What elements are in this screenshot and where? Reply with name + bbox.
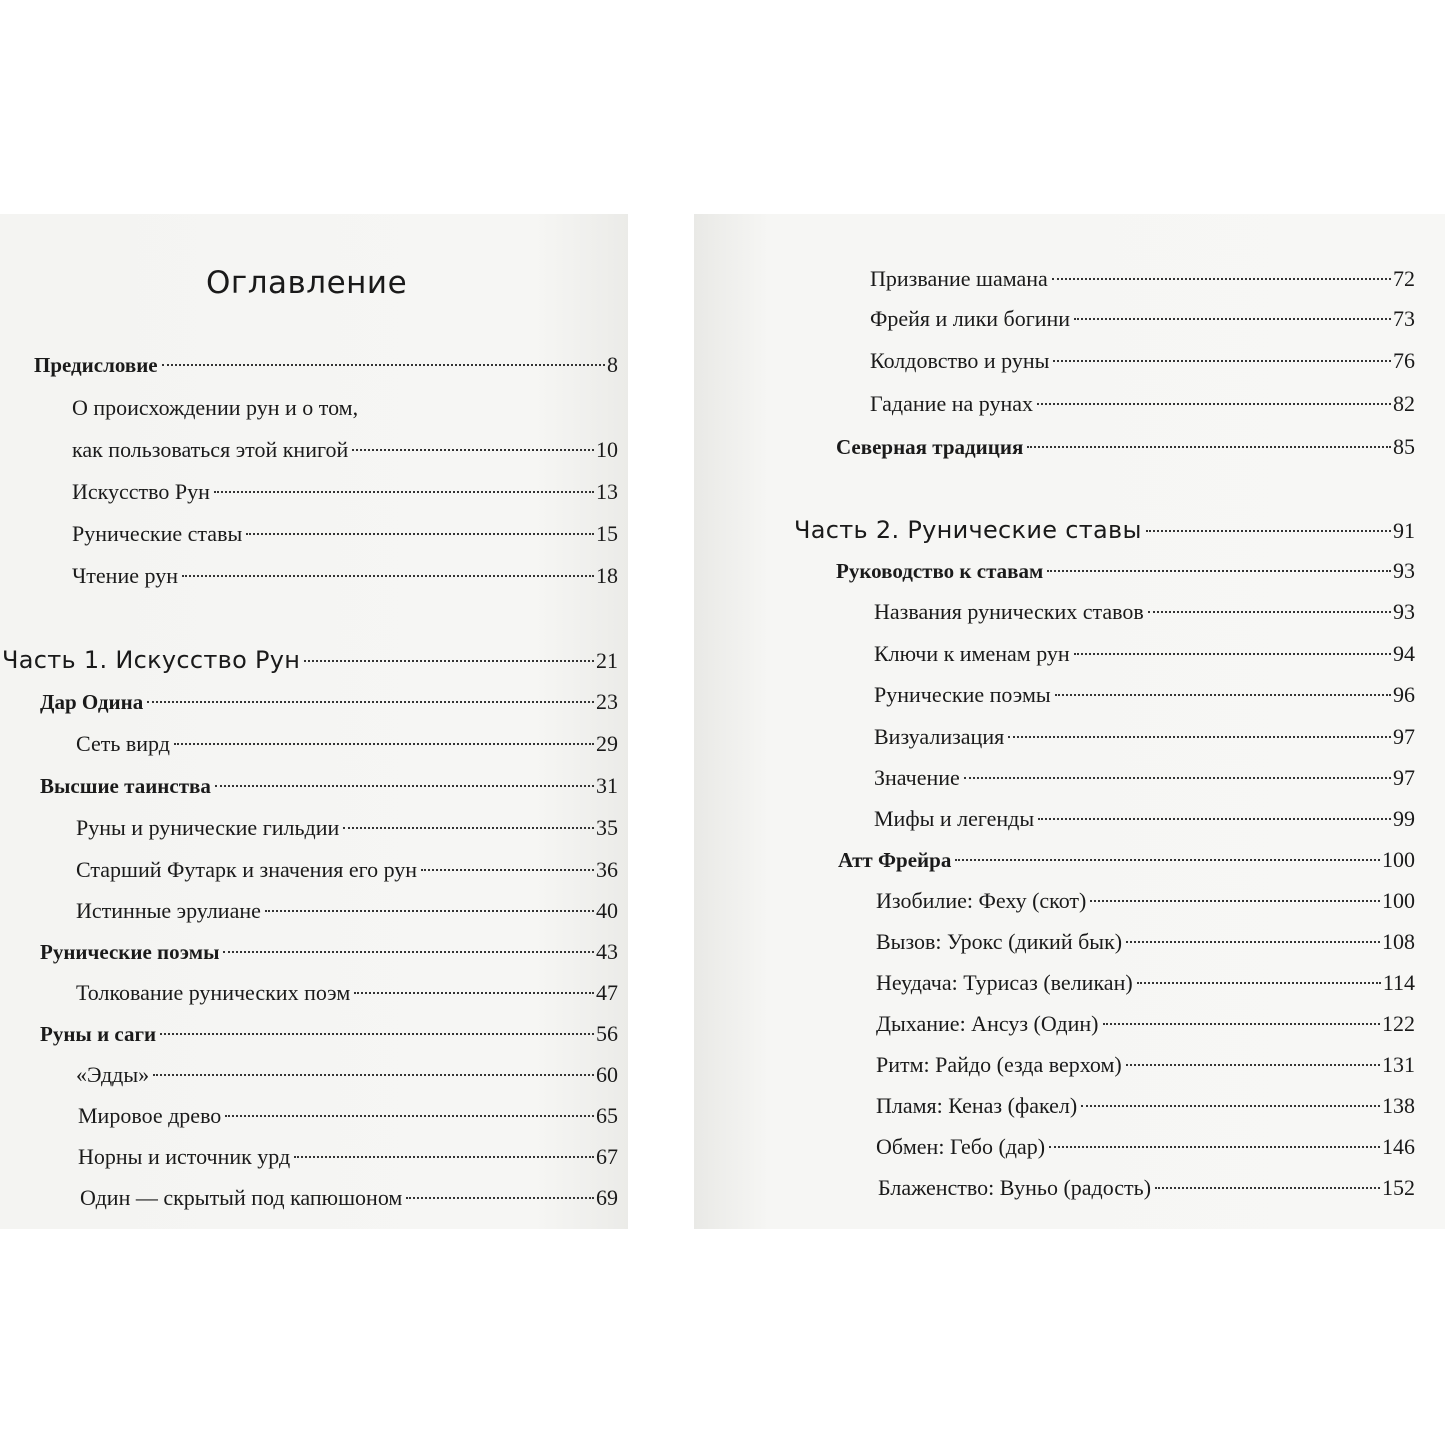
entry-page: 15	[596, 521, 618, 546]
toc-chapter	[40, 687, 618, 717]
entry-page: 94	[1393, 641, 1415, 666]
toc-entry	[78, 1101, 618, 1131]
entry-title: Истинные эрулиане	[76, 898, 261, 923]
leader-dots	[246, 533, 594, 535]
toc-part-2	[794, 515, 1415, 545]
leader-dots	[160, 1033, 594, 1035]
toc-entry	[870, 304, 1415, 334]
entry-page: 47	[596, 980, 618, 1005]
leader-dots	[147, 701, 594, 703]
entry-title: О происхождении рун и о том,	[72, 395, 359, 420]
entry-title: Рунические ставы	[72, 521, 243, 546]
toc-chapter	[838, 845, 1415, 875]
toc-entry	[870, 389, 1415, 419]
entry-title: Ключи к именам рун	[874, 641, 1070, 666]
leader-dots	[1038, 818, 1391, 820]
leader-dots	[1148, 611, 1391, 613]
entry-title: Руководство к ставам	[836, 559, 1044, 583]
toc-entry-preface	[34, 350, 618, 380]
leader-dots	[1155, 1187, 1380, 1189]
entry-page: 69	[596, 1185, 618, 1210]
leader-dots	[1137, 982, 1381, 984]
leader-dots	[1047, 570, 1391, 572]
entry-title: Часть 1. Искусство Рун	[2, 646, 301, 674]
entry-page: 152	[1382, 1175, 1415, 1200]
entry-page: 93	[1393, 599, 1415, 624]
entry-title: Руны и рунические гильдии	[76, 815, 340, 840]
entry-title: Высшие таинства	[40, 774, 211, 798]
entry-title: Чтение рун	[72, 563, 178, 588]
toc-entry	[874, 722, 1415, 752]
entry-title: Названия рунических ставов	[874, 599, 1144, 624]
entry-page: 23	[596, 689, 618, 714]
leader-dots	[955, 859, 1380, 861]
toc-entry	[76, 978, 618, 1008]
leader-dots	[1090, 900, 1380, 902]
entry-title: Пламя: Кеназ (факел)	[876, 1093, 1078, 1118]
leader-dots	[215, 785, 594, 787]
leader-dots	[1081, 1105, 1380, 1107]
entry-title: Блаженство: Вуньо (радость)	[878, 1175, 1152, 1200]
entry-title: Дыхание: Ансуз (Один)	[876, 1011, 1099, 1036]
entry-title: Мировое древо	[78, 1103, 222, 1128]
toc-entry	[876, 1091, 1415, 1121]
leader-dots	[174, 743, 594, 745]
toc-entry	[876, 1132, 1415, 1162]
toc-chapter	[40, 937, 618, 967]
entry-title: Рунические поэмы	[40, 940, 220, 964]
entry-title: Значение	[874, 765, 960, 790]
toc-entry	[72, 519, 618, 549]
leader-dots	[1037, 403, 1391, 405]
toc-chapter	[40, 1019, 618, 1049]
toc-entry	[878, 1173, 1415, 1203]
entry-page: 146	[1382, 1134, 1415, 1159]
toc-entry-origin-line1	[72, 393, 618, 423]
entry-title: «Эдды»	[76, 1062, 150, 1087]
toc-entry	[876, 927, 1415, 957]
entry-page: 65	[596, 1103, 618, 1128]
toc-entry	[72, 477, 618, 507]
entry-page: 122	[1382, 1011, 1415, 1036]
entry-page: 100	[1382, 847, 1415, 872]
toc-entry	[72, 561, 618, 591]
entry-page: 97	[1393, 724, 1415, 749]
toc-entry	[876, 1050, 1415, 1080]
entry-page: 67	[596, 1144, 618, 1169]
entry-page: 108	[1382, 929, 1415, 954]
leader-dots	[1074, 653, 1391, 655]
leader-dots	[294, 1156, 594, 1158]
leader-dots	[214, 491, 594, 493]
entry-page: 10	[596, 437, 618, 462]
entry-page: 85	[1393, 434, 1415, 459]
toc-entry	[876, 968, 1415, 998]
entry-title: Гадание на рунах	[870, 391, 1033, 416]
leader-dots	[421, 869, 594, 871]
toc-entry	[874, 680, 1415, 710]
toc-entry	[874, 763, 1415, 793]
entry-title: Один — скрытый под капюшоном	[80, 1185, 403, 1210]
entry-title: Мифы и легенды	[874, 806, 1035, 831]
entry-title: Рунические поэмы	[874, 682, 1051, 707]
entry-title: Вызов: Урокс (дикий бык)	[876, 929, 1123, 954]
entry-page: 91	[1393, 518, 1415, 543]
leader-dots	[182, 575, 594, 577]
entry-page: 18	[596, 563, 618, 588]
entry-title: Северная традиция	[836, 435, 1024, 459]
leader-dots	[162, 364, 605, 366]
leader-dots	[352, 449, 594, 451]
toc-entry	[876, 1009, 1415, 1039]
entry-title: как пользоваться этой книгой	[72, 437, 349, 462]
leader-dots	[1074, 318, 1391, 320]
leader-dots	[1146, 530, 1391, 532]
toc-chapter	[40, 771, 618, 801]
entry-page: 82	[1393, 391, 1415, 416]
entry-page: 76	[1393, 348, 1415, 373]
entry-page: 56	[596, 1021, 618, 1046]
entry-page: 99	[1393, 806, 1415, 831]
entry-page: 60	[596, 1062, 618, 1087]
toc-entry	[870, 264, 1415, 294]
leader-dots	[1027, 446, 1391, 448]
entry-title: Ритм: Райдо (езда верхом)	[876, 1052, 1122, 1077]
leader-dots	[304, 660, 594, 662]
toc-entry-origin-line2	[72, 435, 618, 465]
toc-part-1	[2, 645, 618, 675]
entry-title: Изобилие: Феху (скот)	[876, 888, 1087, 913]
entry-title: Часть 2. Рунические ставы	[794, 516, 1142, 544]
entry-title: Дар Одина	[40, 690, 144, 714]
toc-entry	[78, 1142, 618, 1172]
leader-dots	[343, 827, 594, 829]
entry-page: 21	[596, 648, 618, 673]
entry-page: 97	[1393, 765, 1415, 790]
entry-page: 138	[1382, 1093, 1415, 1118]
entry-title: Сеть вирд	[76, 731, 170, 756]
toc-entry	[76, 855, 618, 885]
entry-title: Норны и источник урд	[78, 1144, 291, 1169]
toc-entry	[876, 886, 1415, 916]
leader-dots	[1103, 1023, 1380, 1025]
entry-title: Призвание шамана	[870, 266, 1048, 291]
entry-title: Толкование рунических поэм	[76, 980, 351, 1005]
toc-entry	[874, 597, 1415, 627]
leader-dots	[1053, 360, 1391, 362]
leader-dots	[1008, 736, 1391, 738]
entry-page: 35	[596, 815, 618, 840]
entry-page: 114	[1382, 970, 1415, 995]
toc-entry	[870, 346, 1415, 376]
toc-entry	[76, 729, 618, 759]
entry-title: Визуализация	[874, 724, 1005, 749]
entry-page: 72	[1393, 266, 1415, 291]
entry-page: 8	[607, 352, 618, 377]
leader-dots	[265, 910, 594, 912]
entry-title: Старший Футарк и значения его рун	[76, 857, 418, 882]
leader-dots	[223, 951, 594, 953]
leader-dots	[1126, 1064, 1380, 1066]
entry-title: Фрейя и лики богини	[870, 306, 1071, 331]
entry-page: 100	[1382, 888, 1415, 913]
toc-entry	[76, 1060, 618, 1090]
entry-page: 93	[1393, 558, 1415, 583]
leader-dots	[964, 777, 1391, 779]
leader-dots	[153, 1074, 594, 1076]
leader-dots	[1052, 278, 1391, 280]
toc-entry	[874, 804, 1415, 834]
entry-page: 13	[596, 479, 618, 504]
entry-title: Руны и саги	[40, 1022, 157, 1046]
toc-entry	[80, 1183, 618, 1213]
toc-title: Оглавление	[206, 265, 408, 301]
entry-page: 131	[1382, 1052, 1415, 1077]
entry-page: 29	[596, 731, 618, 756]
toc-entry	[874, 639, 1415, 669]
entry-title: Колдовство и руны	[870, 348, 1050, 373]
toc-chapter	[836, 556, 1415, 586]
entry-title: Искусство Рун	[72, 479, 210, 504]
leader-dots	[225, 1115, 594, 1117]
entry-page: 96	[1393, 682, 1415, 707]
leader-dots	[354, 992, 594, 994]
leader-dots	[1049, 1146, 1380, 1148]
entry-page: 31	[596, 773, 618, 798]
entry-page: 40	[596, 898, 618, 923]
toc-chapter	[836, 432, 1415, 462]
entry-title: Неудача: Турисаз (великан)	[876, 970, 1133, 995]
entry-title: Обмен: Гебо (дар)	[876, 1134, 1046, 1159]
entry-title: Предисловие	[34, 353, 158, 377]
toc-entry	[76, 813, 618, 843]
entry-page: 73	[1393, 306, 1415, 331]
entry-title: Атт Фрейра	[838, 848, 952, 872]
leader-dots	[1126, 941, 1380, 943]
leader-dots	[406, 1197, 594, 1199]
entry-page: 43	[596, 939, 618, 964]
leader-dots	[1055, 694, 1391, 696]
entry-page: 36	[596, 857, 618, 882]
toc-entry	[76, 896, 618, 926]
